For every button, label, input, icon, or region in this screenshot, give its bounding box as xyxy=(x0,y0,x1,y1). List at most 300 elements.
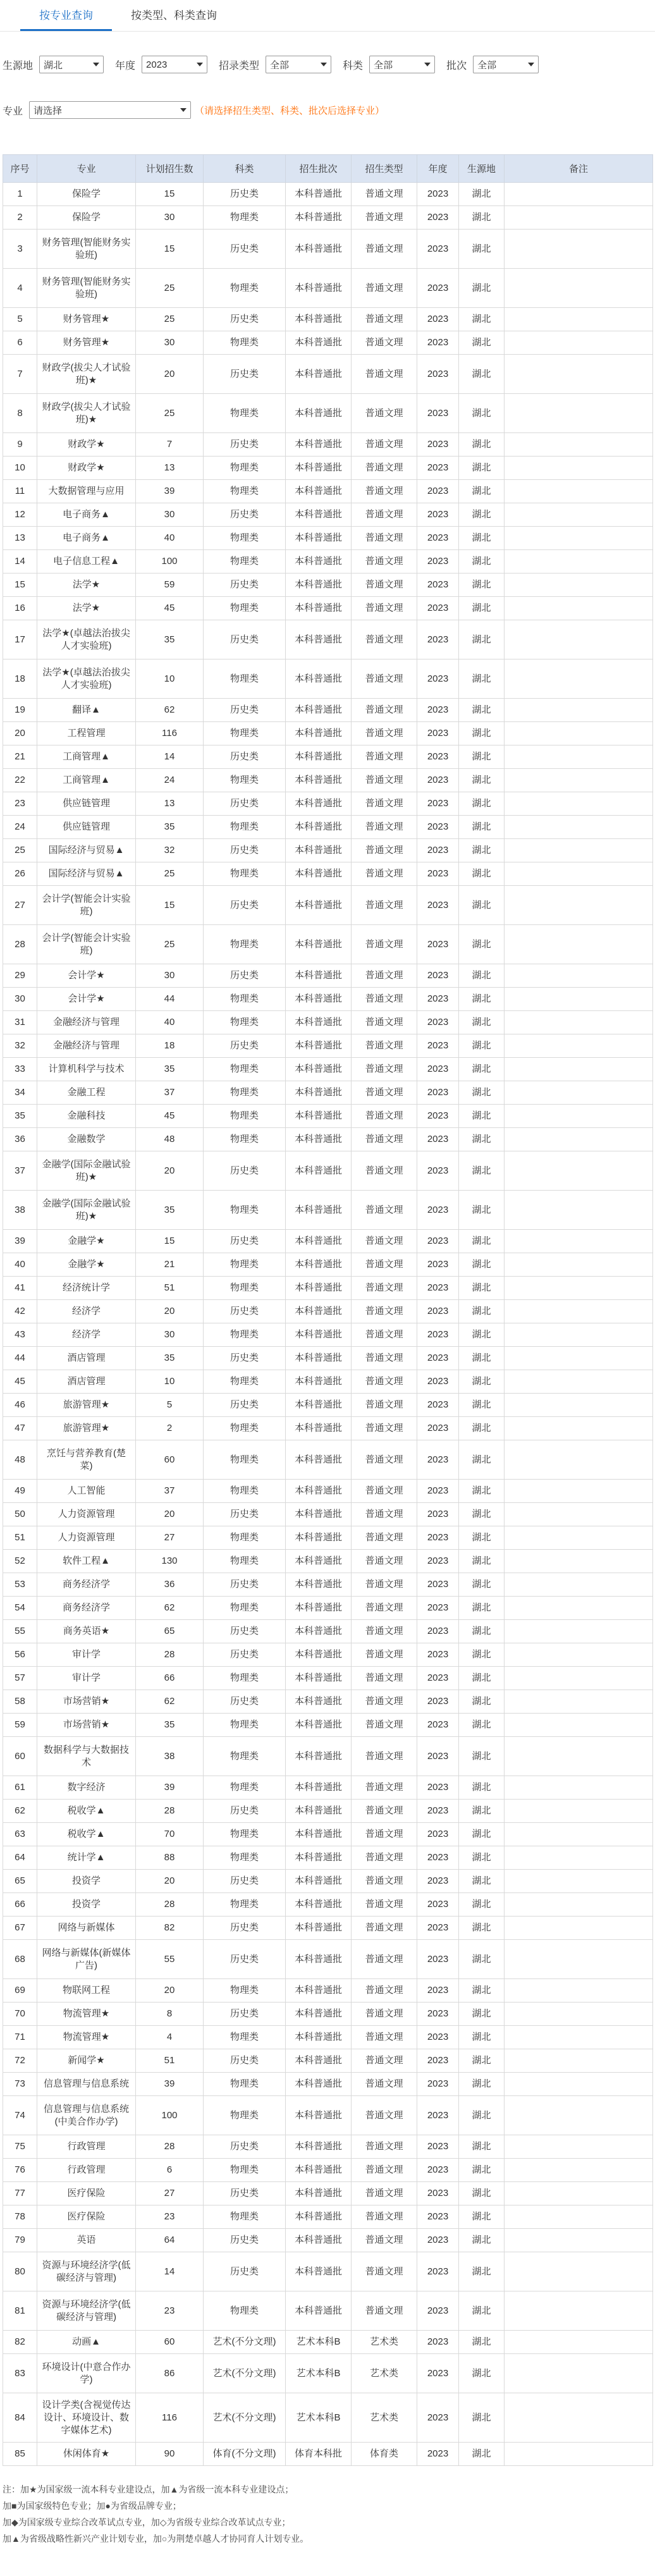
col-batch-cell: 本科普通批 xyxy=(286,1300,352,1323)
col-batch-cell: 本科普通批 xyxy=(286,1440,352,1480)
table-row xyxy=(3,2073,653,2096)
col-plan-count-cell: 70 xyxy=(136,1823,204,1846)
col-plan-count-cell: 37 xyxy=(136,1480,204,1503)
query-tabs xyxy=(0,0,655,32)
col-major-cell: 会计学★ xyxy=(37,988,136,1011)
col-batch-cell: 本科普通批 xyxy=(286,1370,352,1394)
batch-select[interactable] xyxy=(473,56,539,73)
col-plan-count-cell: 45 xyxy=(136,1105,204,1128)
col-index-cell: 47 xyxy=(3,1417,37,1440)
col-major-cell: 市场营销★ xyxy=(37,1714,136,1737)
col-index-cell: 4 xyxy=(3,269,37,308)
col-index-cell: 25 xyxy=(3,839,37,862)
col-year-cell: 2023 xyxy=(417,1714,459,1737)
col-origin-cell: 湖北 xyxy=(459,2331,505,2354)
col-origin-cell: 湖北 xyxy=(459,480,505,503)
col-type-cell: 普通文理 xyxy=(352,597,417,620)
table-row xyxy=(3,573,653,597)
col-batch-cell: 本科普通批 xyxy=(286,1323,352,1347)
col-plan-count-cell: 40 xyxy=(136,1011,204,1034)
table-row xyxy=(3,1893,653,1917)
col-batch-cell: 本科普通批 xyxy=(286,2026,352,2049)
table-row xyxy=(3,1526,653,1550)
col-year-cell: 2023 xyxy=(417,2073,459,2096)
col-plan-count-cell: 13 xyxy=(136,457,204,480)
table-row xyxy=(3,480,653,503)
col-major-cell: 物联网工程 xyxy=(37,1979,136,2003)
col-origin-cell: 湖北 xyxy=(459,1394,505,1417)
col-type-cell: 普通文理 xyxy=(352,1323,417,1347)
col-major-cell: 财务管理(智能财务实验班) xyxy=(37,269,136,308)
col-subject-cell: 历史类 xyxy=(204,792,286,816)
table-row xyxy=(3,886,653,925)
col-index-cell: 12 xyxy=(3,503,37,527)
col-batch-cell: 艺术本科B xyxy=(286,2354,352,2393)
col-plan-count-cell: 88 xyxy=(136,1846,204,1870)
col-type-cell: 普通文理 xyxy=(352,2049,417,2073)
col-major-cell: 金融学(国际金融试验班)★ xyxy=(37,1191,136,1230)
col-plan-count-cell: 23 xyxy=(136,2205,204,2229)
col-remark-cell xyxy=(505,1440,653,1480)
col-batch-cell: 本科普通批 xyxy=(286,745,352,769)
col-origin-cell: 湖北 xyxy=(459,1526,505,1550)
table-row xyxy=(3,2229,653,2252)
table-row xyxy=(3,2135,653,2159)
filter-row-2 xyxy=(3,100,655,120)
col-index-cell: 54 xyxy=(3,1597,37,1620)
col-origin-cell: 湖北 xyxy=(459,1347,505,1370)
col-origin-cell: 湖北 xyxy=(459,2443,505,2466)
header-col-index: 序号 xyxy=(3,155,37,183)
col-major-cell: 税收学▲ xyxy=(37,1823,136,1846)
col-year-cell: 2023 xyxy=(417,183,459,206)
col-subject-cell: 历史类 xyxy=(204,1620,286,1643)
col-year-cell: 2023 xyxy=(417,2393,459,2443)
table-row xyxy=(3,2159,653,2182)
col-origin-cell: 湖北 xyxy=(459,1690,505,1714)
subject-value: 全部 xyxy=(374,59,393,71)
col-batch-cell: 本科普通批 xyxy=(286,964,352,988)
col-origin-cell: 湖北 xyxy=(459,1253,505,1277)
col-year-cell: 2023 xyxy=(417,2291,459,2331)
col-plan-count-cell: 44 xyxy=(136,988,204,1011)
col-plan-count-cell: 86 xyxy=(136,2354,204,2393)
footnote-line: 注：加★为国家级一流本科专业建设点，加▲为省级一流本科专业建设点； xyxy=(3,2484,294,2494)
col-type-cell: 普通文理 xyxy=(352,988,417,1011)
col-plan-count-cell: 130 xyxy=(136,1550,204,1573)
table-row xyxy=(3,2354,653,2393)
col-type-cell: 普通文理 xyxy=(352,1058,417,1081)
col-plan-count-cell: 25 xyxy=(136,862,204,886)
col-plan-count-cell: 45 xyxy=(136,597,204,620)
col-major-cell: 医疗保险 xyxy=(37,2205,136,2229)
col-batch-cell: 本科普通批 xyxy=(286,1979,352,2003)
col-plan-count-cell: 35 xyxy=(136,1191,204,1230)
col-major-cell: 保险学 xyxy=(37,183,136,206)
col-major-cell: 动画▲ xyxy=(37,2331,136,2354)
col-type-cell: 普通文理 xyxy=(352,2026,417,2049)
col-type-cell: 普通文理 xyxy=(352,1690,417,1714)
col-index-cell: 36 xyxy=(3,1128,37,1151)
col-plan-count-cell: 82 xyxy=(136,1917,204,1940)
col-index-cell: 10 xyxy=(3,457,37,480)
col-year-cell: 2023 xyxy=(417,1253,459,1277)
col-year-cell: 2023 xyxy=(417,1440,459,1480)
col-subject-cell: 物理类 xyxy=(204,816,286,839)
col-origin-cell: 湖北 xyxy=(459,1776,505,1800)
table-row xyxy=(3,206,653,230)
col-major-cell: 国际经济与贸易▲ xyxy=(37,862,136,886)
col-year-cell: 2023 xyxy=(417,1597,459,1620)
major-select[interactable] xyxy=(29,101,191,119)
col-origin-cell: 湖北 xyxy=(459,2096,505,2135)
col-index-cell: 74 xyxy=(3,2096,37,2135)
table-row xyxy=(3,1011,653,1034)
type-select[interactable] xyxy=(266,56,331,73)
col-type-cell: 普通文理 xyxy=(352,1714,417,1737)
col-type-cell: 普通文理 xyxy=(352,480,417,503)
col-major-cell: 人工智能 xyxy=(37,1480,136,1503)
col-year-cell: 2023 xyxy=(417,308,459,331)
col-major-cell: 医疗保险 xyxy=(37,2182,136,2205)
col-index-cell: 66 xyxy=(3,1893,37,1917)
col-subject-cell: 物理类 xyxy=(204,1370,286,1394)
col-plan-count-cell: 100 xyxy=(136,550,204,573)
col-remark-cell xyxy=(505,839,653,862)
table-row xyxy=(3,1776,653,1800)
col-subject-cell: 物理类 xyxy=(204,1440,286,1480)
table-row xyxy=(3,1573,653,1597)
col-remark-cell xyxy=(505,1480,653,1503)
col-subject-cell: 物理类 xyxy=(204,1277,286,1300)
table-row xyxy=(3,620,653,659)
col-major-cell: 法学★ xyxy=(37,597,136,620)
col-remark-cell xyxy=(505,1846,653,1870)
col-origin-cell: 湖北 xyxy=(459,1893,505,1917)
col-remark-cell xyxy=(505,230,653,269)
col-subject-cell: 历史类 xyxy=(204,620,286,659)
table-row xyxy=(3,1191,653,1230)
col-subject-cell: 物理类 xyxy=(204,2096,286,2135)
col-year-cell: 2023 xyxy=(417,1823,459,1846)
col-year-cell: 2023 xyxy=(417,527,459,550)
col-batch-cell: 本科普通批 xyxy=(286,1151,352,1191)
col-origin-cell: 湖北 xyxy=(459,925,505,964)
header-col-subject: 科类 xyxy=(204,155,286,183)
col-major-cell: 经济学 xyxy=(37,1323,136,1347)
col-major-cell: 大数据管理与应用 xyxy=(37,480,136,503)
col-plan-count-cell: 90 xyxy=(136,2443,204,2466)
col-major-cell: 法学★ xyxy=(37,573,136,597)
col-type-cell: 普通文理 xyxy=(352,659,417,699)
col-subject-cell: 历史类 xyxy=(204,1573,286,1597)
col-plan-count-cell: 28 xyxy=(136,1893,204,1917)
col-origin-cell: 湖北 xyxy=(459,2252,505,2291)
col-remark-cell xyxy=(505,1417,653,1440)
col-year-cell: 2023 xyxy=(417,1191,459,1230)
table-row xyxy=(3,1128,653,1151)
col-batch-cell: 本科普通批 xyxy=(286,792,352,816)
col-year-cell: 2023 xyxy=(417,2026,459,2049)
col-year-cell: 2023 xyxy=(417,2331,459,2354)
col-major-cell: 审计学 xyxy=(37,1667,136,1690)
col-index-cell: 21 xyxy=(3,745,37,769)
col-origin-cell: 湖北 xyxy=(459,1714,505,1737)
table-row xyxy=(3,230,653,269)
col-type-cell: 普通文理 xyxy=(352,1940,417,1979)
col-type-cell: 普通文理 xyxy=(352,550,417,573)
col-year-cell: 2023 xyxy=(417,659,459,699)
col-remark-cell xyxy=(505,331,653,355)
col-remark-cell xyxy=(505,2026,653,2049)
footnote-line: 加▲为省级战略性新兴产业计划专业，加○为荆楚卓越人才协同育人计划专业。 xyxy=(3,2534,309,2544)
col-plan-count-cell: 8 xyxy=(136,2003,204,2026)
col-subject-cell: 物理类 xyxy=(204,394,286,433)
col-origin-cell: 湖北 xyxy=(459,206,505,230)
col-batch-cell: 本科普通批 xyxy=(286,1870,352,1893)
col-remark-cell xyxy=(505,1034,653,1058)
col-remark-cell xyxy=(505,1503,653,1526)
col-index-cell: 61 xyxy=(3,1776,37,1800)
table-row xyxy=(3,1870,653,1893)
col-origin-cell: 湖北 xyxy=(459,1128,505,1151)
batch-value: 全部 xyxy=(477,59,497,71)
col-batch-cell: 本科普通批 xyxy=(286,573,352,597)
col-origin-cell: 湖北 xyxy=(459,769,505,792)
col-subject-cell: 艺术(不分文理) xyxy=(204,2393,286,2443)
col-subject-cell: 艺术(不分文理) xyxy=(204,2354,286,2393)
year-select[interactable] xyxy=(142,56,207,73)
col-subject-cell: 物理类 xyxy=(204,769,286,792)
col-batch-cell: 本科普通批 xyxy=(286,2159,352,2182)
col-plan-count-cell: 30 xyxy=(136,206,204,230)
col-index-cell: 5 xyxy=(3,308,37,331)
col-year-cell: 2023 xyxy=(417,1503,459,1526)
col-type-cell: 普通文理 xyxy=(352,1573,417,1597)
col-batch-cell: 本科普通批 xyxy=(286,1394,352,1417)
col-plan-count-cell: 60 xyxy=(136,1440,204,1480)
col-major-cell: 计算机科学与技术 xyxy=(37,1058,136,1081)
col-subject-cell: 历史类 xyxy=(204,839,286,862)
origin-select[interactable] xyxy=(39,56,104,73)
col-batch-cell: 本科普通批 xyxy=(286,816,352,839)
col-origin-cell: 湖北 xyxy=(459,659,505,699)
col-batch-cell: 本科普通批 xyxy=(286,2073,352,2096)
col-remark-cell xyxy=(505,1597,653,1620)
col-index-cell: 41 xyxy=(3,1277,37,1300)
col-plan-count-cell: 6 xyxy=(136,2159,204,2182)
table-row xyxy=(3,2443,653,2466)
col-plan-count-cell: 116 xyxy=(136,722,204,745)
col-batch-cell: 本科普通批 xyxy=(286,457,352,480)
col-index-cell: 79 xyxy=(3,2229,37,2252)
col-plan-count-cell: 24 xyxy=(136,769,204,792)
col-type-cell: 普通文理 xyxy=(352,886,417,925)
col-index-cell: 62 xyxy=(3,1800,37,1823)
col-batch-cell: 本科普通批 xyxy=(286,597,352,620)
col-type-cell: 普通文理 xyxy=(352,862,417,886)
col-plan-count-cell: 5 xyxy=(136,1394,204,1417)
col-batch-cell: 本科普通批 xyxy=(286,1917,352,1940)
col-plan-count-cell: 35 xyxy=(136,620,204,659)
col-plan-count-cell: 62 xyxy=(136,699,204,722)
col-remark-cell xyxy=(505,1667,653,1690)
col-major-cell: 休闲体育★ xyxy=(37,2443,136,2466)
col-remark-cell xyxy=(505,964,653,988)
col-index-cell: 31 xyxy=(3,1011,37,1034)
col-subject-cell: 历史类 xyxy=(204,745,286,769)
col-index-cell: 18 xyxy=(3,659,37,699)
tab-by-major[interactable]: 按专业查询 xyxy=(20,6,112,31)
col-major-cell: 英语 xyxy=(37,2229,136,2252)
col-index-cell: 70 xyxy=(3,2003,37,2026)
col-subject-cell: 历史类 xyxy=(204,433,286,457)
subject-select[interactable] xyxy=(369,56,435,73)
col-major-cell: 酒店管理 xyxy=(37,1370,136,1394)
col-origin-cell: 湖北 xyxy=(459,1917,505,1940)
col-origin-cell: 湖北 xyxy=(459,1300,505,1323)
col-type-cell: 普通文理 xyxy=(352,1081,417,1105)
col-remark-cell xyxy=(505,2096,653,2135)
col-index-cell: 46 xyxy=(3,1394,37,1417)
col-index-cell: 77 xyxy=(3,2182,37,2205)
col-subject-cell: 历史类 xyxy=(204,1300,286,1323)
col-origin-cell: 湖北 xyxy=(459,1846,505,1870)
col-subject-cell: 物理类 xyxy=(204,1597,286,1620)
col-index-cell: 60 xyxy=(3,1737,37,1776)
col-major-cell: 旅游管理★ xyxy=(37,1417,136,1440)
batch-label: 批次 xyxy=(446,60,467,71)
col-year-cell: 2023 xyxy=(417,1394,459,1417)
col-batch-cell: 本科普通批 xyxy=(286,2229,352,2252)
col-subject-cell: 物理类 xyxy=(204,480,286,503)
col-major-cell: 工程管理 xyxy=(37,722,136,745)
year-value: 2023 xyxy=(146,59,168,70)
col-origin-cell: 湖北 xyxy=(459,2182,505,2205)
year-label: 年度 xyxy=(115,60,136,71)
table-row xyxy=(3,1503,653,1526)
col-origin-cell: 湖北 xyxy=(459,1034,505,1058)
col-batch-cell: 本科普通批 xyxy=(286,1011,352,1034)
col-year-cell: 2023 xyxy=(417,597,459,620)
col-origin-cell: 湖北 xyxy=(459,2073,505,2096)
col-type-cell: 普通文理 xyxy=(352,1128,417,1151)
table-row xyxy=(3,1323,653,1347)
col-type-cell: 艺术类 xyxy=(352,2354,417,2393)
col-index-cell: 49 xyxy=(3,1480,37,1503)
table-header-row xyxy=(3,155,653,183)
col-index-cell: 50 xyxy=(3,1503,37,1526)
col-plan-count-cell: 28 xyxy=(136,1643,204,1667)
col-remark-cell xyxy=(505,988,653,1011)
col-subject-cell: 历史类 xyxy=(204,1800,286,1823)
col-origin-cell: 湖北 xyxy=(459,2026,505,2049)
col-subject-cell: 历史类 xyxy=(204,1503,286,1526)
col-year-cell: 2023 xyxy=(417,2182,459,2205)
col-major-cell: 商务经济学 xyxy=(37,1573,136,1597)
col-major-cell: 电子商务▲ xyxy=(37,527,136,550)
col-major-cell: 环境设计(中意合作办学) xyxy=(37,2354,136,2393)
col-plan-count-cell: 10 xyxy=(136,659,204,699)
col-year-cell: 2023 xyxy=(417,480,459,503)
chevron-down-icon xyxy=(424,63,431,66)
table-row xyxy=(3,1979,653,2003)
chevron-down-icon xyxy=(93,63,99,66)
footnote-line: 加■为国家级特色专业；加●为省级品牌专业； xyxy=(3,2501,181,2511)
col-type-cell: 普通文理 xyxy=(352,1151,417,1191)
col-plan-count-cell: 20 xyxy=(136,355,204,394)
col-year-cell: 2023 xyxy=(417,2096,459,2135)
col-index-cell: 20 xyxy=(3,722,37,745)
col-subject-cell: 物理类 xyxy=(204,862,286,886)
table-row xyxy=(3,457,653,480)
table-row xyxy=(3,1550,653,1573)
col-origin-cell: 湖北 xyxy=(459,1823,505,1846)
col-type-cell: 普通文理 xyxy=(352,1597,417,1620)
col-type-cell: 普通文理 xyxy=(352,394,417,433)
col-origin-cell: 湖北 xyxy=(459,964,505,988)
col-year-cell: 2023 xyxy=(417,1347,459,1370)
col-subject-cell: 物理类 xyxy=(204,457,286,480)
table-row xyxy=(3,597,653,620)
col-plan-count-cell: 35 xyxy=(136,1714,204,1737)
table-row xyxy=(3,550,653,573)
col-major-cell: 人力资源管理 xyxy=(37,1503,136,1526)
col-origin-cell: 湖北 xyxy=(459,1151,505,1191)
col-major-cell: 资源与环境经济学(低碳经济与管理) xyxy=(37,2252,136,2291)
col-major-cell: 设计学类(含视觉传达设计、环境设计、数字媒体艺术) xyxy=(37,2393,136,2443)
col-subject-cell: 历史类 xyxy=(204,2182,286,2205)
col-major-cell: 法学★(卓越法治拔尖人才实验班) xyxy=(37,620,136,659)
col-batch-cell: 本科普通批 xyxy=(286,1253,352,1277)
col-remark-cell xyxy=(505,2354,653,2393)
col-batch-cell: 本科普通批 xyxy=(286,183,352,206)
col-batch-cell: 本科普通批 xyxy=(286,1081,352,1105)
col-batch-cell: 本科普通批 xyxy=(286,355,352,394)
col-index-cell: 51 xyxy=(3,1526,37,1550)
col-major-cell: 电子商务▲ xyxy=(37,503,136,527)
col-type-cell: 普通文理 xyxy=(352,2252,417,2291)
col-origin-cell: 湖北 xyxy=(459,886,505,925)
col-origin-cell: 湖北 xyxy=(459,862,505,886)
col-batch-cell: 本科普通批 xyxy=(286,1776,352,1800)
col-type-cell: 普通文理 xyxy=(352,1347,417,1370)
col-type-cell: 普通文理 xyxy=(352,433,417,457)
col-batch-cell: 本科普通批 xyxy=(286,1191,352,1230)
col-type-cell: 普通文理 xyxy=(352,1034,417,1058)
tab-by-type[interactable]: 按类型、科类查询 xyxy=(131,9,217,21)
col-major-cell: 信息管理与信息系统 xyxy=(37,2073,136,2096)
col-major-cell: 网络与新媒体(新媒体广告) xyxy=(37,1940,136,1979)
col-year-cell: 2023 xyxy=(417,1128,459,1151)
col-type-cell: 普通文理 xyxy=(352,1277,417,1300)
col-major-cell: 物流管理★ xyxy=(37,2026,136,2049)
header-col-remark: 备注 xyxy=(505,155,653,183)
col-batch-cell: 本科普通批 xyxy=(286,308,352,331)
col-index-cell: 73 xyxy=(3,2073,37,2096)
col-remark-cell xyxy=(505,2049,653,2073)
col-batch-cell: 本科普通批 xyxy=(286,2049,352,2073)
col-plan-count-cell: 39 xyxy=(136,2073,204,2096)
col-origin-cell: 湖北 xyxy=(459,2003,505,2026)
col-index-cell: 26 xyxy=(3,862,37,886)
col-subject-cell: 物理类 xyxy=(204,1714,286,1737)
col-batch-cell: 本科普通批 xyxy=(286,527,352,550)
col-batch-cell: 本科普通批 xyxy=(286,1846,352,1870)
col-year-cell: 2023 xyxy=(417,2443,459,2466)
col-batch-cell: 本科普通批 xyxy=(286,769,352,792)
col-remark-cell xyxy=(505,433,653,457)
